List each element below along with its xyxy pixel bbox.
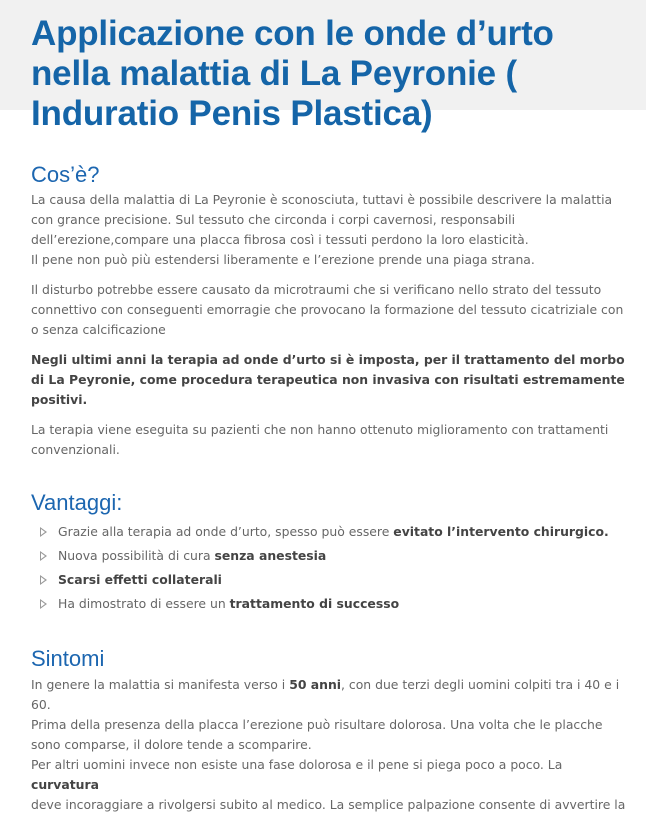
sintomi-paragraph-2: [31, 755, 631, 795]
cose-paragraph-2: Il disturbo potrebbe essere causato da microtraumi che si verificano nello strato del tessuto connettivo con conseguenti emorragie che provocano la formazione del tessuto cicatriziale con o senza calcificazione: [31, 282, 624, 337]
cose-paragraph-3: Negli ultimi anni la terapia ad onde d’urto si è imposta, per il trattamento del morbo di La Peyronie, come procedura terapeutica non invasiva con risultati estremamente positivi.: [31, 352, 625, 407]
list-item-text: Grazie alla terapia ad onde d’urto, spesso può essere: [58, 524, 394, 539]
list-item-bold: Scarsi effetti collaterali: [58, 572, 222, 587]
sintomi-paragraph-1b: Prima della presenza della placca l’erezione può risultare dolorosa. Una volta che le placche sono comparse, il dolore tende a scomparire.: [31, 717, 603, 752]
advantages-list: [31, 520, 631, 616]
sintomi-bold: 50 anni: [289, 677, 342, 692]
sintomi-bold: curvatura: [31, 777, 99, 792]
section-heading-cose: Cos’è?: [31, 162, 100, 187]
triangle-bullet-icon: [40, 575, 47, 585]
list-item-bold: evitato l’intervento chirurgico.: [393, 524, 609, 539]
list-item-text: Nuova possibilità di cura: [58, 548, 215, 563]
list-item: [31, 592, 631, 616]
list-item-text: Ha dimostrato di essere un: [58, 596, 230, 611]
cose-paragraph-4: La terapia viene eseguita su pazienti che non hanno ottenuto miglioramento con trattamenti convenzionali.: [31, 422, 609, 457]
triangle-bullet-icon: [40, 599, 47, 609]
triangle-bullet-icon: [40, 527, 47, 537]
sintomi-text: , con due terzi degli uomini colpiti tra i 40 e i 60.: [31, 677, 620, 712]
triangle-bullet-icon: [40, 551, 47, 561]
sintomi-paragraph-3: deve incoraggiare a rivolgersi subito al medico. La semplice palpazione consente di avvertire la: [31, 797, 626, 812]
article: [31, 0, 631, 815]
sintomi-paragraph-1: [31, 675, 631, 715]
sintomi-text: Per altri uomini invece non esiste una fase dolorosa e il pene si piega poco a poco. La: [31, 757, 563, 772]
list-item: [31, 520, 631, 544]
cose-paragraph-1: La causa della malattia di La Peyronie è sconosciuta, tuttavi è possibile descrivere la malattia con grance precisione. Sul tessuto che circonda i corpi cavernosi, responsabili dell’erezione,compare una placca fibrosa così i tessuti perdono la loro elasticità.: [31, 192, 613, 247]
list-item-bold: senza anestesia: [214, 548, 327, 563]
page-title: Applicazione con le onde d’urto nella malattia di La Peyronie ( Induratio Penis Plastica): [31, 14, 554, 133]
list-item: [31, 568, 631, 592]
section-heading-vantaggi: Vantaggi:: [31, 490, 123, 515]
section-heading-sintomi: Sintomi: [31, 646, 105, 671]
cose-paragraph-1b: Il pene non può più estendersi liberamente e l’erezione prende una piaga strana.: [31, 252, 535, 267]
list-item: [31, 544, 631, 568]
sintomi-text: In genere la malattia si manifesta verso i: [31, 677, 290, 692]
list-item-bold: trattamento di successo: [229, 596, 400, 611]
